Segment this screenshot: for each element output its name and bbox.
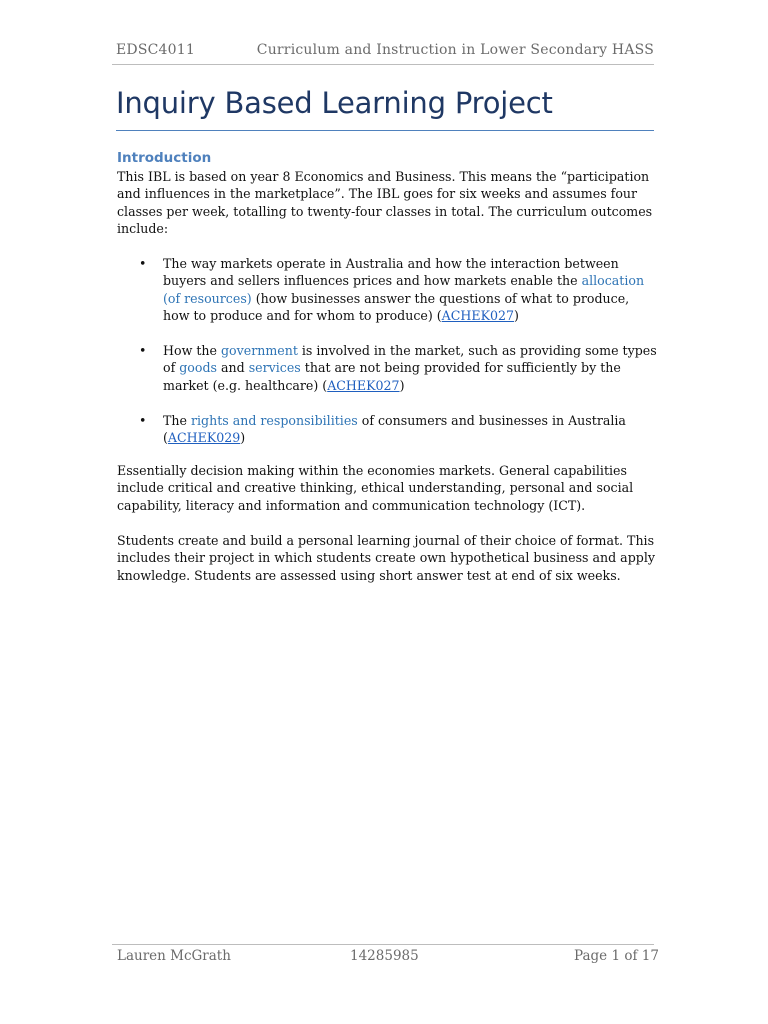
key-term-allocation: allocation (of resources) [163,273,645,306]
running-header [116,42,654,58]
outcome-item-2 [117,342,657,394]
outcome-item-1 [117,255,657,325]
title-underline [116,130,654,131]
outcome-text: The [163,412,191,428]
intro-paragraph: This IBL is based on year 8 Economics and Business. This means the “participation and influences in the marketplace”. The IBL goes for six weeks and assumes four classes per week, totalling to twenty-four classes in total. The curriculum outcomes include: [117,169,653,237]
curriculum-code-link[interactable]: ACHEK029 [167,430,241,446]
footer-student-id: 14285985 [350,948,419,964]
assessment-paragraph: Students create and build a personal learning journal of their choice of format. This includes their project in which students create own hypothetical business and apply knowledge. Students are assessed using short answer test at end of six weeks. [117,533,655,583]
bullet-icon: • [139,412,147,428]
footer-divider [112,944,654,945]
bullet-icon: • [139,256,147,271]
outcome-text: ) [240,430,246,446]
curriculum-code-link[interactable]: ACHEK027 [441,308,515,324]
footer-page-number: Page 1 of 17 [574,948,659,964]
outcome-text: that are not being provided for sufficiently by the market (e.g. healthcare) ( [163,360,621,393]
outcome-text: is involved in the market, such as providing some types of [163,343,657,376]
header-divider [112,64,654,65]
outcomes-list [117,255,657,464]
key-term-government: government [220,343,298,359]
outcome-item-3 [117,412,657,447]
header-course-title: Curriculum and Instruction in Lower Secondary HASS [256,42,654,58]
outcome-text: The way markets operate in Australia and how the interaction between buyers and sellers influences prices and how markets enable the [163,256,619,289]
key-term-services: services [248,360,301,376]
outcome-text: (how businesses answer the questions of what to produce, how to produce and for whom to produce) ( [163,290,630,324]
outcome-text: ) [399,377,405,393]
key-term-rights-and-responsibilities: rights and responsibilities [190,412,358,428]
footer-author: Lauren McGrath [117,948,231,964]
header-course-code: EDSC4011 [116,42,195,58]
bullet-icon: • [139,343,147,359]
outcome-text: of consumers and businesses in Australia ( [163,412,626,446]
outcome-text: How the [163,343,221,359]
capabilities-paragraph: Essentially decision making within the economies markets. General capabilities include critical and creative thinking, ethical understanding, personal and social capability, literacy and information and communication technology (ICT). [117,463,634,513]
outcome-text: ) [514,308,519,324]
curriculum-code-link[interactable]: ACHEK027 [327,377,400,393]
key-term-goods: goods [179,360,218,376]
outcome-text: and [217,360,249,376]
section-heading-introduction: Introduction [117,150,212,166]
page-title: Inquiry Based Learning Project [116,86,553,120]
